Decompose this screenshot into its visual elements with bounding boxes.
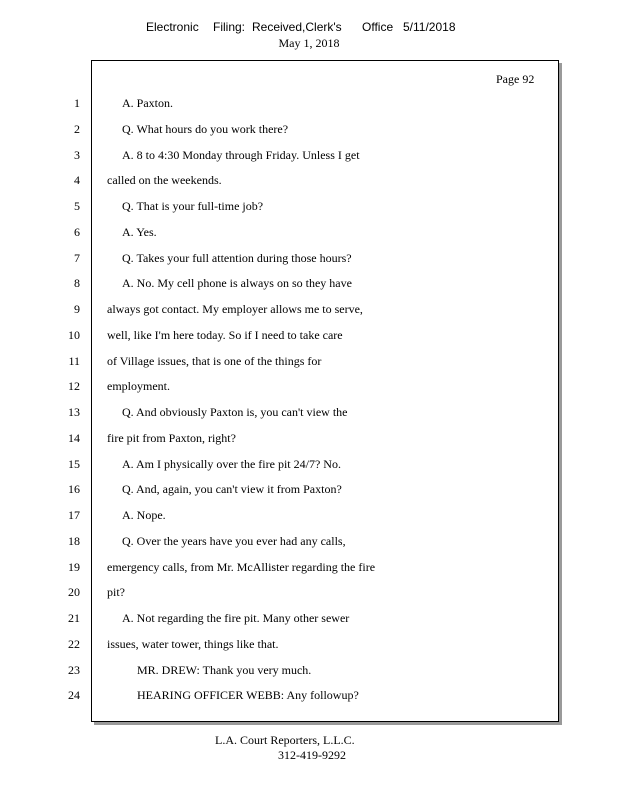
transcript-line: A. Paxton. (122, 96, 173, 110)
transcript-line: called on the weekends. (107, 173, 222, 187)
line-number: 8 (74, 276, 80, 290)
line-number: 20 (68, 585, 80, 599)
transcript-line: A. Nope. (122, 508, 166, 522)
transcript-line: A. Not regarding the fire pit. Many other sewer (122, 611, 350, 625)
transcript-line: Q. That is your full-time job? (122, 199, 264, 213)
line-number: 22 (68, 637, 80, 651)
stamp-word-received: Received,Clerk's (252, 20, 342, 34)
line-number: 7 (74, 251, 80, 265)
line-number: 2 (74, 122, 80, 136)
transcript-line: of Village issues, that is one of the things for (107, 354, 322, 368)
line-number: 9 (74, 302, 80, 316)
line-number: 5 (74, 199, 80, 213)
transcript-line: Q. Over the years have you ever had any calls, (122, 534, 346, 548)
transcript-line: Q. And obviously Paxton is, you can't view the (122, 405, 348, 419)
stamp-word-electronic: Electronic (146, 20, 199, 34)
stamp-word-filing: Filing: (213, 20, 246, 34)
transcript-line: employment. (107, 379, 170, 393)
line-number: 14 (68, 431, 80, 445)
transcript-line: HEARING OFFICER WEBB: Any followup? (137, 688, 359, 702)
transcript-line: pit? (107, 585, 125, 599)
stamp-word-office: Office (362, 20, 394, 34)
transcript-date: May 1, 2018 (278, 36, 340, 50)
line-number: 1 (74, 96, 80, 110)
transcript-line: always got contact. My employer allows me to serve, (107, 302, 363, 316)
line-number: 11 (68, 354, 80, 368)
line-number: 18 (68, 534, 80, 548)
page-number: Page 92 (496, 72, 535, 86)
line-number: 12 (68, 379, 80, 393)
transcript-line: Q. And, again, you can't view it from Paxton? (122, 482, 342, 496)
transcript-line: Q. Takes your full attention during those hours? (122, 251, 352, 265)
line-number: 6 (74, 225, 80, 239)
line-number: 17 (68, 508, 80, 522)
stamp-date: 5/11/2018 (403, 20, 456, 34)
transcript-line: Q. What hours do you work there? (122, 122, 289, 136)
transcript-line: well, like I'm here today. So if I need to take care (107, 328, 343, 342)
reporter-name: L.A. Court Reporters, L.L.C. (215, 733, 355, 747)
line-number: 15 (68, 457, 80, 471)
line-number: 23 (68, 663, 80, 677)
line-number: 3 (74, 148, 80, 162)
transcript-line: fire pit from Paxton, right? (107, 431, 236, 445)
line-number: 16 (68, 482, 80, 496)
transcript-line: A. No. My cell phone is always on so they have (122, 276, 352, 290)
line-number: 21 (68, 611, 80, 625)
line-number: 24 (68, 688, 80, 702)
transcript-line: A. Am I physically over the fire pit 24/7? No. (122, 457, 341, 471)
transcript-line: issues, water tower, things like that. (107, 637, 279, 651)
line-number: 13 (68, 405, 80, 419)
transcript-line: emergency calls, from Mr. McAllister regarding the fire (107, 560, 376, 574)
reporter-phone: 312-419-9292 (278, 748, 346, 762)
transcript-line: MR. DREW: Thank you very much. (137, 663, 312, 677)
line-number: 10 (68, 328, 80, 342)
transcript-line: A. 8 to 4:30 Monday through Friday. Unless I get (122, 148, 360, 162)
line-number: 4 (74, 173, 80, 187)
transcript-line: A. Yes. (122, 225, 157, 239)
line-number: 19 (68, 560, 80, 574)
